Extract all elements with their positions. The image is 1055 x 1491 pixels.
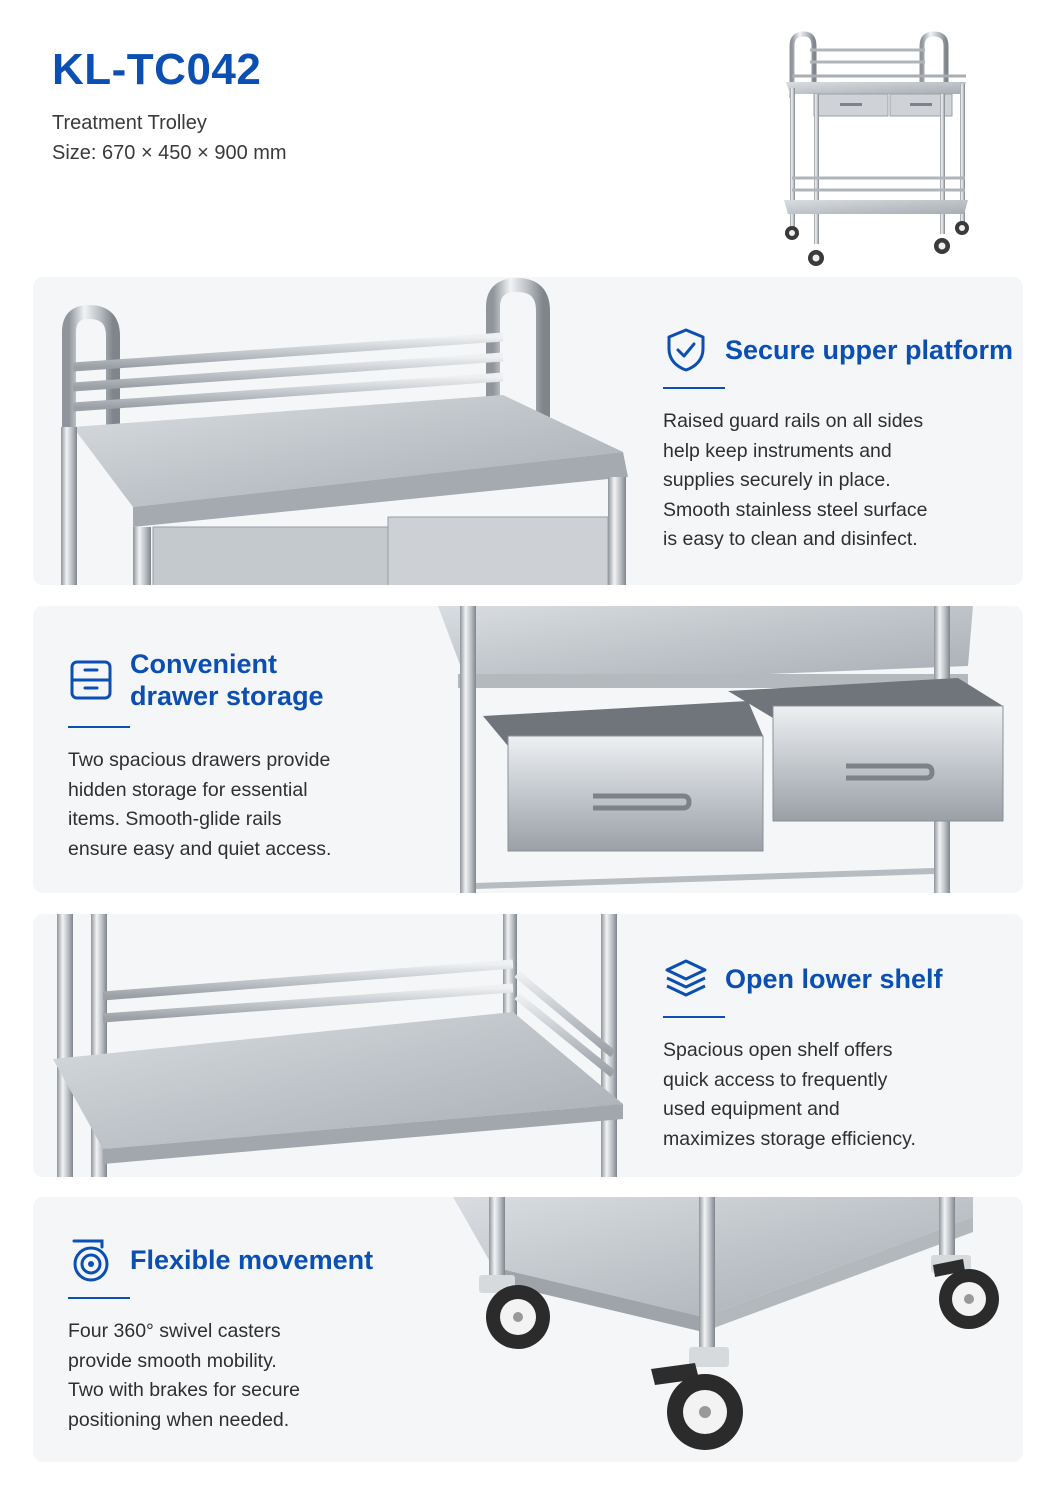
feature-lower-shelf: [663, 956, 1013, 1154]
description-line: maximizes storage efficiency.: [663, 1127, 916, 1150]
feature-title-line: Flexible movement: [130, 1245, 374, 1275]
description-line: Two with brakes for secure: [68, 1379, 300, 1401]
trolley-product-image: [770, 28, 980, 278]
feature-title-line: Convenient: [130, 649, 278, 679]
feature-panel-lower-shelf: [33, 914, 1023, 1177]
feature-panel-upper-platform: [33, 277, 1023, 585]
description-line: help keep instruments and: [663, 439, 892, 462]
description-line: supplies securely in place.: [663, 469, 891, 491]
feature-title: [130, 648, 324, 712]
feature-description: [663, 1036, 1013, 1154]
description-line: Smooth stainless steel surface: [663, 498, 928, 521]
feature-panel-drawer-storage: [33, 606, 1023, 893]
feature-upper-platform: [663, 327, 1013, 555]
product-size: Size: 670 × 450 × 900 mm: [52, 142, 287, 164]
feature-description: [68, 1317, 428, 1435]
title-underline: [68, 726, 130, 728]
feature-description: [663, 407, 1013, 555]
product-header: [52, 44, 652, 244]
model-number: KL-TC042: [52, 45, 262, 94]
description-line: Four 360° swivel casters: [68, 1320, 281, 1342]
shield-check-icon: [663, 327, 709, 373]
feature-panel-flexible-movement: [33, 1197, 1023, 1462]
description-line: ensure easy and quiet access.: [68, 837, 332, 860]
feature-title-line: Open lower shelf: [725, 964, 943, 994]
feature-drawer-storage: [68, 648, 408, 864]
feature-flexible-movement: [68, 1237, 428, 1435]
feature-title: [725, 963, 943, 995]
feature-title-line: drawer storage: [130, 681, 324, 711]
description-line: used equipment and: [663, 1098, 840, 1120]
description-line: Two spacious drawers provide: [68, 749, 331, 771]
lower-shelf-image: [33, 914, 643, 1177]
description-line: Raised guard rails on all sides: [663, 410, 924, 432]
product-name: Treatment Trolley: [52, 112, 207, 134]
title-underline: [68, 1297, 130, 1299]
drawer-icon: [68, 657, 114, 703]
title-underline: [663, 1016, 725, 1018]
feature-title: [725, 334, 1013, 366]
description-line: items. Smooth-glide rails: [68, 808, 282, 830]
description-line: is easy to clean and disinfect.: [663, 528, 918, 550]
drawer-storage-image: [428, 606, 1023, 893]
description-line: hidden storage for essential: [68, 778, 308, 801]
description-line: provide smooth mobility.: [68, 1349, 277, 1372]
caster-wheel-icon: [68, 1237, 114, 1283]
feature-title-line: Secure upper platform: [725, 335, 1014, 365]
description-line: positioning when needed.: [68, 1408, 290, 1431]
description-line: Spacious open shelf offers: [663, 1039, 893, 1061]
feature-description: [68, 746, 408, 864]
feature-title: [130, 1244, 373, 1276]
title-underline: [663, 387, 725, 389]
casters-image: [433, 1197, 1023, 1462]
description-line: quick access to frequently: [663, 1068, 888, 1091]
upper-platform-image: [33, 277, 643, 585]
layers-icon: [663, 956, 709, 1002]
